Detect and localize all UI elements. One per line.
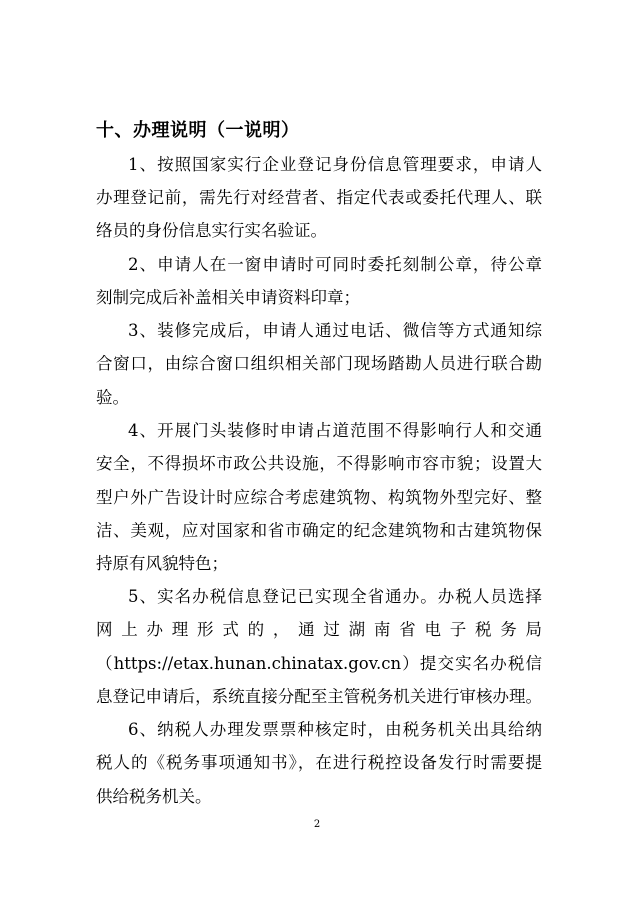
paragraph-line: 验。 (96, 388, 129, 407)
paragraph-line: 6、纳税人办理发票票种核定时，由税务机关出具给纳 (128, 720, 542, 739)
page-number: 2 (313, 819, 321, 830)
paragraph-line: 洁、美观，应对国家和省市确定的纪念建筑物和古建筑物保 (96, 521, 542, 540)
paragraph-line: （https://etax.hunan.chinatax.gov.cn）提交实名办税信 (96, 654, 542, 673)
paragraph-line: 税人的《税务事项通知书》，在进行税控设备发行时需要提 (96, 753, 542, 772)
paragraph-line: 4、开展门头装修时申请占道范围不得影响行人和交通 (128, 421, 542, 440)
paragraph-line: 合窗口，由综合窗口组织相关部门现场踏勘人员进行联合勘 (96, 354, 542, 373)
paragraph-line: 络员的身份信息实行实名验证。 (96, 221, 327, 240)
paragraph-line: 持原有风貌特色； (96, 554, 228, 573)
paragraph-line: 供给税务机关。 (96, 787, 212, 806)
paragraph-line: 5、实名办税信息登记已实现全省通办。办税人员选择 (128, 587, 542, 606)
section-heading: 十、办理说明（一说明） (96, 120, 300, 141)
paragraph-line: 息登记申请后，系统直接分配至主管税务机关进行审核办理。 (96, 687, 542, 706)
paragraph-line: 型户外广告设计时应综合考虑建筑物、构筑物外型完好、整 (96, 488, 542, 507)
paragraph-line: 3、装修完成后，申请人通过电话、微信等方式通知综 (128, 321, 542, 340)
paragraph-line: 刻制完成后补盖相关申请资料印章； (96, 288, 360, 307)
paragraph-line: 安全，不得损坏市政公共设施，不得影响市容市貌；设置大 (96, 454, 542, 473)
paragraph-line: 网上办理形式的，通过湖南省电子税务局 (96, 620, 542, 639)
paragraph-line: 1、按照国家实行企业登记身份信息管理要求，申请人 (128, 155, 542, 174)
paragraph-line: 办理登记前，需先行对经营者、指定代表或委托代理人、联 (96, 188, 542, 207)
paragraph-line: 2、申请人在一窗申请时可同时委托刻制公章，待公章 (128, 255, 542, 274)
